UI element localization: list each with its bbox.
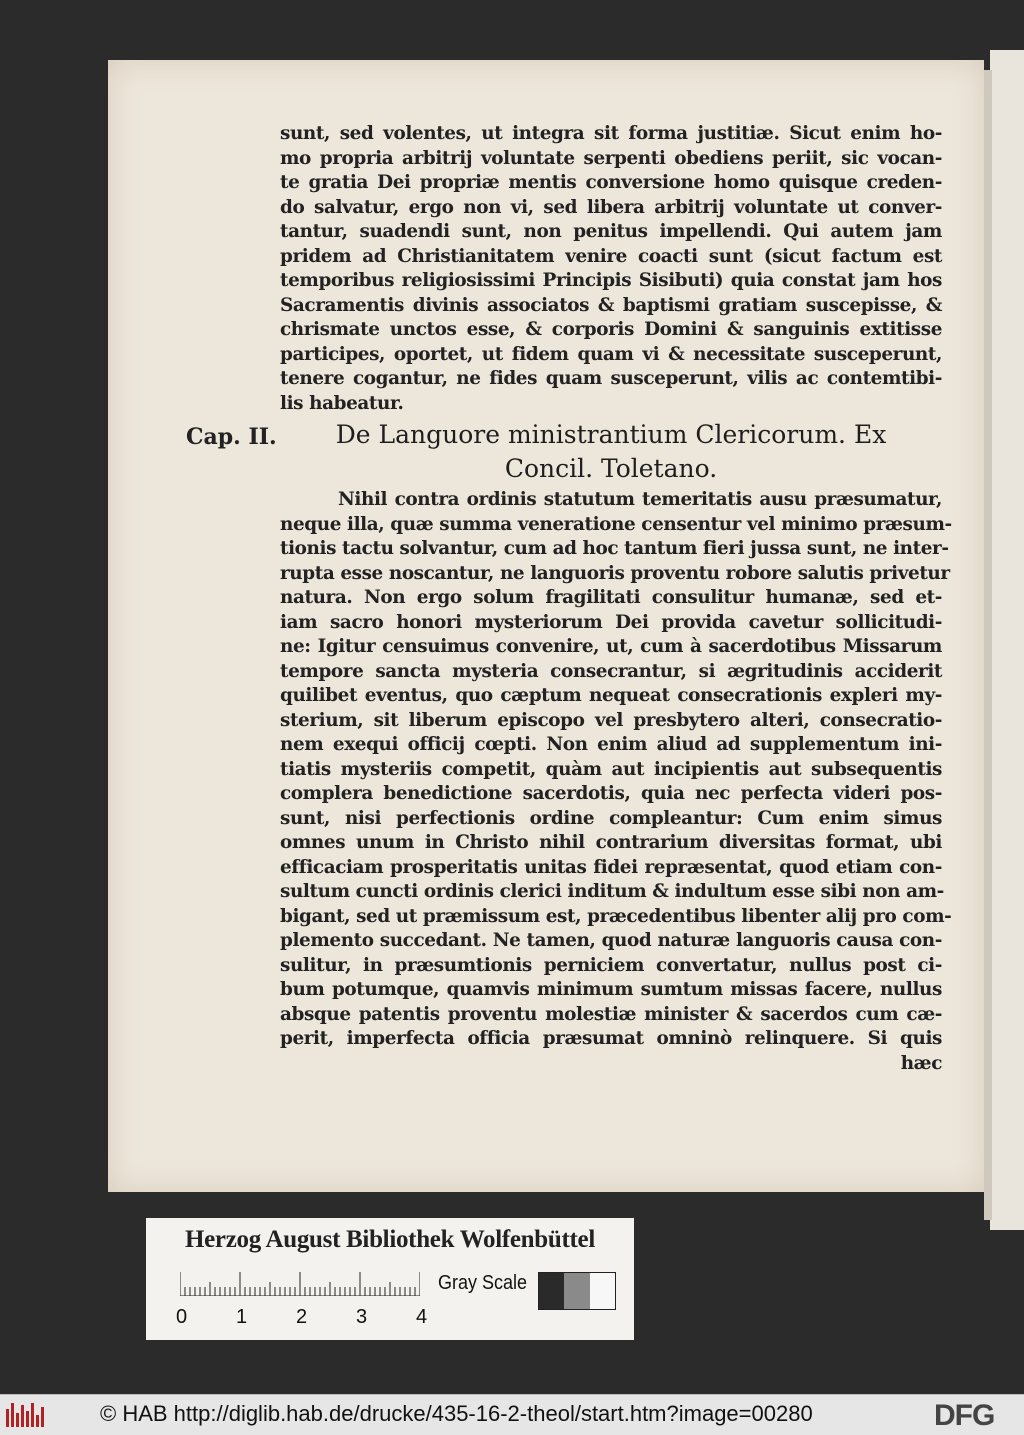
next-page-edge — [990, 50, 1024, 1230]
paragraph-1 — [280, 122, 942, 416]
book-page — [108, 60, 984, 1192]
text-line: Nihil contra ordinis statutum temeritatis ausu præsumatur, — [338, 489, 942, 510]
text-line: pridem ad Christianitatem venire coacti sunt (sicut factum est — [280, 245, 942, 267]
text-line: do salvatur, ergo non vi, sed libera arbitrij voluntate ut conver- — [280, 196, 942, 218]
text-line: omnes unum in Christo nihil contrarium diversitas format, ubi — [280, 832, 942, 853]
text-line: efficaciam prosperitatis unitas fidei repræsentat, quod etiam con- — [280, 856, 942, 878]
text-line: tenere cogantur, ne fides quam susceperunt, vilis ac contemtibi- — [280, 368, 942, 389]
text-line: rupta esse noscantur, ne languoris proventu robore salutis privetur — [280, 562, 950, 584]
text-line: complera benedictione sacerdotis, quia nec perfecta videri pos- — [280, 783, 942, 804]
text-line: sunt, sed volentes, ut integra sit forma justitiæ. Sicut enim ho- — [280, 123, 942, 144]
dfg-logo: DFG — [934, 1399, 995, 1432]
paragraph-2 — [280, 488, 952, 1052]
catchword: hæc — [900, 1052, 942, 1074]
viewer-footer — [0, 1394, 1024, 1435]
text-line: plemento succedant. Ne tamen, quod naturæ languoris causa con- — [280, 930, 942, 951]
ruler-scale — [180, 1272, 420, 1296]
ruler-label: 2 — [296, 1306, 308, 1328]
text-line: nem exequi officij cœpti. Non enim aliud ad supplementum ini- — [280, 734, 942, 755]
ruler-label: 3 — [356, 1306, 368, 1328]
library-color-plate — [146, 1218, 634, 1340]
text-line: absque patentis proventu molestiæ minister & sacerdos cum cæ- — [280, 1003, 942, 1025]
text-line: te gratia Dei propriæ mentis conversione homo quisque creden- — [280, 172, 942, 193]
text-line: perit, imperfecta officia præsumat omninò relinquere. Si quis — [280, 1028, 942, 1049]
gray-swatch — [564, 1273, 589, 1309]
text-line: chrismate unctos esse, & corporis Domini & sanguinis extitisse — [280, 319, 942, 340]
text-line: mo propria arbitrij voluntate serpenti obediens periit, sic vocan- — [280, 147, 942, 169]
text-line: temporibus religiosissimi Principis Sisibuti) quia constat jam hos — [280, 270, 942, 291]
text-line: ne: Igitur censuimus convenire, ut, cum à sacerdotibus Missarum — [280, 636, 942, 657]
page-gutter — [984, 70, 992, 1220]
gray-swatch — [539, 1273, 564, 1309]
text-line: sunt, nisi perfectionis ordine compleantur: Cum enim simus — [280, 807, 942, 829]
text-line: lis habeatur. — [280, 392, 404, 414]
ruler-label: 4 — [416, 1306, 428, 1328]
text-line: bigant, sed ut præmissum est, præcedentibus libenter alij pro com- — [280, 905, 952, 927]
text-line: natura. Non ergo solum fragilitati consulitur humanæ, sed et- — [280, 587, 942, 608]
ruler-label: 1 — [236, 1306, 248, 1328]
ruler-label: 0 — [176, 1306, 188, 1328]
text-line: sterium, sit liberum episcopo vel presbytero alteri, consecratio- — [280, 709, 942, 731]
section-heading-line-1: De Languore ministrantium Clericorum. Ex — [335, 420, 887, 449]
gray-swatch — [590, 1273, 615, 1309]
text-line: tiatis mysteriis competit, quàm aut incipientis aut subsequentis — [280, 758, 942, 780]
text-line: sulitur, in præsumtionis perniciem convertatur, nullus post ci- — [280, 954, 942, 976]
text-line: quilibet eventus, quo cæptum nequeat consecrationis expleri my- — [280, 685, 942, 706]
page-text — [280, 122, 952, 1076]
text-line: neque illa, quæ summa veneratione censentur vel minimo præsum- — [280, 513, 952, 535]
text-line: tionis tactu solvantur, cum ad hoc tantum fieri jussa sunt, ne inter- — [280, 538, 949, 559]
gray-scale-label: Gray Scale — [438, 1272, 528, 1294]
text-line: sultum cuncti ordinis clerici inditum & indultum esse sibi non am- — [280, 881, 944, 902]
text-line: Sacramentis divinis associatos & baptismi gratiam suscepisse, & — [280, 294, 942, 316]
section-heading-line-2: Concil. Toletano. — [504, 454, 718, 483]
text-line: participes, oportet, ut fidem quam vi & necessitate susceperunt, — [280, 343, 942, 365]
text-line: tantur, suadendi sunt, non penitus impellendi. Qui autem jam — [280, 221, 942, 242]
library-name: Herzog August Bibliothek Wolfenbüttel — [184, 1226, 595, 1253]
text-line: bum potumque, quamvis minimum sumtum missas facere, nullus — [280, 979, 942, 1000]
gray-scale-swatches — [538, 1272, 616, 1310]
hab-logo-icon — [6, 1403, 46, 1427]
text-line: tempore sancta mysteria consecrantur, si ægritudinis acciderit — [280, 660, 942, 682]
copyright-link[interactable]: © HAB http://diglib.hab.de/drucke/435-16-2-theol/start.htm?image=00280 — [100, 1401, 813, 1426]
text-line: iam sacro honori mysteriorum Dei provida cavetur sollicitudi- — [280, 611, 942, 633]
chapter-label: Cap. II. — [186, 424, 277, 450]
